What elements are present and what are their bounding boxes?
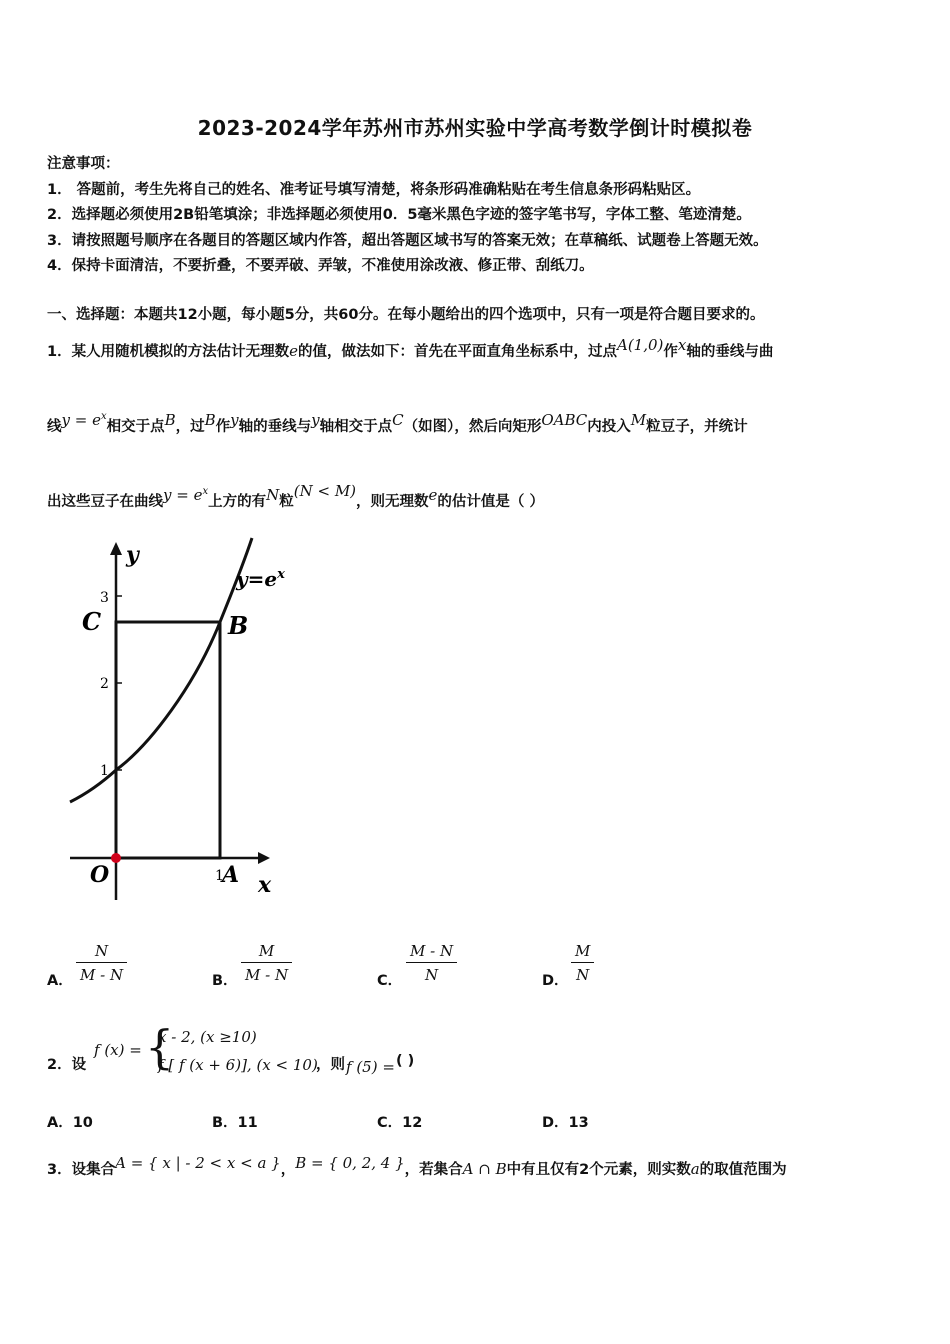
notice-item: 1． 答题前，考生先将自己的姓名、准考证号填写清楚，将条形码准确粘贴在考生信息条形码粘贴区。 bbox=[47, 182, 701, 198]
question-1-line-3: 出这些豆子在曲线$y = e^x$上方的有N粒(N < M)，则无理数e的估计值是（ ） bbox=[47, 482, 544, 510]
page-title: 2023-2024学年苏州市苏州实验中学高考数学倒计时模拟卷 bbox=[197, 116, 753, 140]
q2-option-d[interactable]: D．13 bbox=[542, 1115, 589, 1131]
option-c-label: C． bbox=[377, 973, 403, 989]
option-d-label: D． bbox=[542, 973, 569, 989]
option-a-label: A． bbox=[47, 973, 73, 989]
notice-item: 3．请按照题号顺序在各题目的答题区域内作答，超出答题区域书写的答案无效；在草稿纸、试题卷上答题无效。 bbox=[47, 233, 768, 249]
tick-label-3: 3 bbox=[100, 590, 109, 606]
y-axis-arrow bbox=[110, 542, 122, 555]
origin-dot bbox=[111, 853, 121, 863]
question-2-answer-paren: ( ) bbox=[396, 1053, 415, 1069]
piecewise-brace: { bbox=[145, 1020, 175, 1074]
piecewise-case-1: x - 2, (x ≥10) bbox=[158, 1028, 257, 1046]
question-1-line-1: 1．某人用随机模拟的方法估计无理数e的值，做法如下：首先在平面直角坐标系中，过点A(1,0)作x轴的垂线与曲 bbox=[47, 336, 774, 360]
notice-item: 4．保持卡面清洁，不要折叠，不要弄破、弄皱，不准使用涂改液、修正带、刮纸刀。 bbox=[47, 258, 594, 274]
y-axis-label: y bbox=[126, 542, 139, 568]
origin-label: O bbox=[90, 862, 110, 888]
tick-label-x-1: 1 bbox=[215, 868, 224, 884]
tick-label-1: 1 bbox=[100, 763, 109, 779]
function-f5: f (5) = bbox=[346, 1058, 395, 1076]
curve-label: $y=e^x$ bbox=[236, 567, 285, 591]
question-3: 3．设集合A = { x | - 2 < x < a }，B = { 0, 2, 4 }，若集合A ∩ B中有且仅有2个元素，则实数a的取值范围为 bbox=[47, 1154, 787, 1178]
x-axis-arrow bbox=[258, 852, 270, 864]
question-2-prefix: 2．设 bbox=[47, 1057, 87, 1073]
function-f-label: f (x) = bbox=[94, 1041, 142, 1059]
option-b-label: B． bbox=[212, 973, 238, 989]
exponential-figure bbox=[60, 530, 290, 910]
section-heading: 一、选择题：本题共12小题，每小题5分，共60分。在每小题给出的四个选项中，只有一项是符合题目要求的。 bbox=[47, 307, 765, 323]
option-c-fraction[interactable]: $\frac{M - N}{N}$ bbox=[406, 940, 457, 987]
tick-label-2: 2 bbox=[100, 676, 109, 692]
question-2-then: ，则 bbox=[316, 1057, 345, 1073]
question-1-line-2: 线$y = e^x$相交于点B，过B作y轴的垂线与y轴相交于点C（如图），然后向矩形OABC内投入M粒豆子，并统计 bbox=[47, 411, 748, 435]
option-d-fraction[interactable]: $\frac{M}{N}$ bbox=[571, 940, 594, 987]
notice-item: 2．选择题必须使用2B铅笔填涂；非选择题必须使用0．5毫米黑色字迹的签字笔书写，字体工整、笔迹清楚。 bbox=[47, 207, 751, 223]
piecewise-case-2: f [ f (x + 6)], (x < 10) bbox=[158, 1056, 318, 1074]
option-a-fraction[interactable]: $\frac{N}{M - N}$ bbox=[76, 940, 127, 987]
exponential-curve bbox=[70, 538, 252, 802]
point-b-label: B bbox=[228, 611, 249, 640]
point-c-label: C bbox=[82, 607, 102, 636]
notice-heading: 注意事项： bbox=[47, 156, 120, 172]
x-axis-label: x bbox=[258, 872, 272, 898]
point-a-label: A bbox=[222, 862, 240, 888]
option-b-fraction[interactable]: $\frac{M}{M - N}$ bbox=[241, 940, 292, 987]
q2-option-b[interactable]: B．11 bbox=[212, 1115, 258, 1131]
q2-option-a[interactable]: A．10 bbox=[47, 1115, 93, 1131]
q2-option-c[interactable]: C．12 bbox=[377, 1115, 423, 1131]
